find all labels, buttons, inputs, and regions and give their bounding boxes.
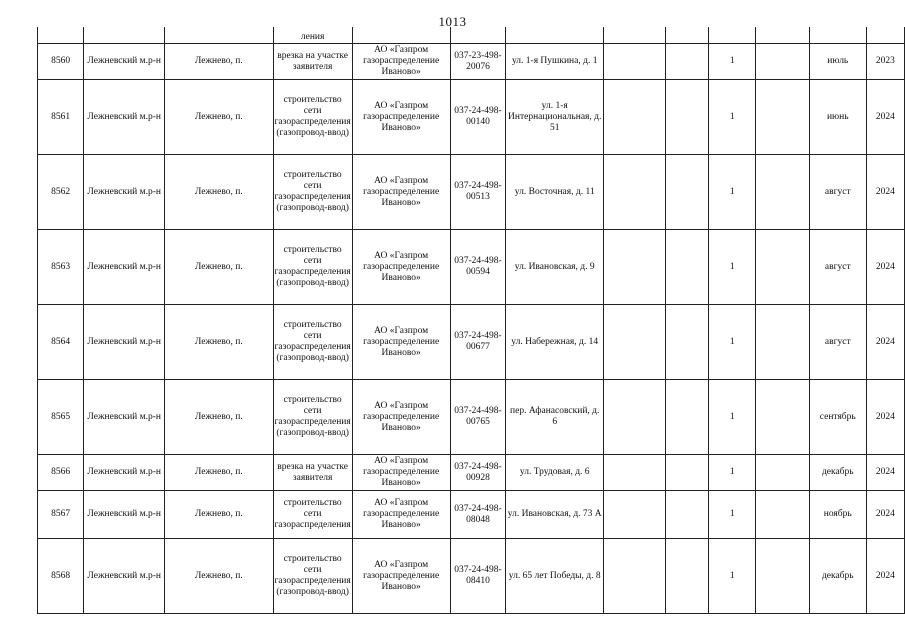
cell-empty bbox=[666, 44, 709, 80]
table-row bbox=[38, 455, 905, 491]
cell-num: 8562 bbox=[38, 155, 84, 230]
cell-empty bbox=[604, 80, 666, 155]
cell-settlement: Лежнево, п. bbox=[165, 44, 273, 80]
cell-settlement: Лежнево, п. bbox=[165, 539, 273, 614]
cell-empty bbox=[666, 230, 709, 305]
cell-month: ноябрь bbox=[809, 491, 866, 539]
cell-num: 8563 bbox=[38, 230, 84, 305]
cell-count: 1 bbox=[708, 539, 756, 614]
cell-address bbox=[506, 27, 604, 44]
cell-work-type: строительство сети газораспределения (газопровод-ввод) bbox=[273, 380, 352, 455]
cell-empty bbox=[666, 27, 709, 44]
cell-organization: АО «Газпром газораспределение Иваново» bbox=[352, 539, 450, 614]
table-row bbox=[38, 491, 905, 539]
cell-year: 2024 bbox=[866, 230, 904, 305]
cell-empty bbox=[604, 230, 666, 305]
cell-code: 037-24-498-08048 bbox=[450, 491, 506, 539]
cell-empty bbox=[666, 80, 709, 155]
cell-organization: АО «Газпром газораспределение Иваново» bbox=[352, 491, 450, 539]
cell-empty bbox=[604, 491, 666, 539]
cell-count: 1 bbox=[708, 380, 756, 455]
cell-count: 1 bbox=[708, 80, 756, 155]
cell-work-type: строительство сети газораспределения (газопровод-ввод) bbox=[273, 80, 352, 155]
cell-year: 2024 bbox=[866, 155, 904, 230]
cell-month: сентябрь bbox=[809, 380, 866, 455]
cell-district: Лежневский м.р-н bbox=[84, 44, 165, 80]
register-table bbox=[37, 27, 905, 614]
cell-empty bbox=[604, 380, 666, 455]
page-number: 1013 bbox=[438, 14, 467, 29]
cell-month: декабрь bbox=[809, 455, 866, 491]
cell-work-type: ления bbox=[273, 27, 352, 44]
cell-month: август bbox=[809, 305, 866, 380]
cell-count bbox=[708, 27, 756, 44]
cell-organization: АО «Газпром газораспределение Иваново» bbox=[352, 455, 450, 491]
cell-settlement: Лежнево, п. bbox=[165, 455, 273, 491]
cell-empty bbox=[756, 27, 809, 44]
cell-work-type: строительство сети газораспределения (газопровод-ввод) bbox=[273, 305, 352, 380]
cell-work-type: строительство сети газораспределения bbox=[273, 491, 352, 539]
cell-code: 037-24-498-00513 bbox=[450, 155, 506, 230]
cell-address: ул. Ивановская, д. 73 А bbox=[506, 491, 604, 539]
cell-year: 2024 bbox=[866, 380, 904, 455]
cell-count: 1 bbox=[708, 230, 756, 305]
table-row bbox=[38, 80, 905, 155]
cell-year: 2024 bbox=[866, 539, 904, 614]
cell-work-type: строительство сети газораспределения (газопровод-ввод) bbox=[273, 230, 352, 305]
cell-month: август bbox=[809, 230, 866, 305]
cell-code: 037-24-498-00928 bbox=[450, 455, 506, 491]
cell-year: 2024 bbox=[866, 305, 904, 380]
cell-month: июль bbox=[809, 44, 866, 80]
cell-empty bbox=[756, 80, 809, 155]
cell-empty bbox=[604, 155, 666, 230]
cell-settlement: Лежнево, п. bbox=[165, 305, 273, 380]
cell-organization: АО «Газпром газораспределение Иваново» bbox=[352, 155, 450, 230]
cell-empty bbox=[666, 539, 709, 614]
cell-district: Лежневский м.р-н bbox=[84, 539, 165, 614]
cell-num: 8561 bbox=[38, 80, 84, 155]
cell-month: июнь bbox=[809, 80, 866, 155]
cell-num bbox=[38, 27, 84, 44]
cell-code: 037-24-498-00140 bbox=[450, 80, 506, 155]
cell-district: Лежневский м.р-н bbox=[84, 80, 165, 155]
cell-code: 037-24-498-00677 bbox=[450, 305, 506, 380]
cell-address: ул. 1-я Пушкина, д. 1 bbox=[506, 44, 604, 80]
cell-code: 037-24-498-00594 bbox=[450, 230, 506, 305]
cell-district: Лежневский м.р-н bbox=[84, 155, 165, 230]
cell-empty bbox=[756, 44, 809, 80]
cell-code: 037-24-498-00765 bbox=[450, 380, 506, 455]
cell-year bbox=[866, 27, 904, 44]
cell-work-type: строительство сети газораспределения (газопровод-ввод) bbox=[273, 539, 352, 614]
table-row bbox=[38, 155, 905, 230]
cell-count: 1 bbox=[708, 455, 756, 491]
cell-num: 8564 bbox=[38, 305, 84, 380]
cell-organization: АО «Газпром газораспределение Иваново» bbox=[352, 80, 450, 155]
cell-month: декабрь bbox=[809, 539, 866, 614]
table-row bbox=[38, 380, 905, 455]
cell-month: август bbox=[809, 155, 866, 230]
cell-address: ул. Набережная, д. 14 bbox=[506, 305, 604, 380]
continuation-row bbox=[38, 27, 905, 44]
cell-empty bbox=[756, 539, 809, 614]
cell-organization: АО «Газпром газораспределение Иваново» bbox=[352, 305, 450, 380]
cell-organization: АО «Газпром газораспределение Иваново» bbox=[352, 44, 450, 80]
cell-empty bbox=[756, 455, 809, 491]
cell-organization bbox=[352, 27, 450, 44]
cell-num: 8565 bbox=[38, 380, 84, 455]
cell-year: 2024 bbox=[866, 491, 904, 539]
cell-settlement: Лежнево, п. bbox=[165, 80, 273, 155]
table-row bbox=[38, 539, 905, 614]
cell-empty bbox=[604, 27, 666, 44]
cell-empty bbox=[756, 230, 809, 305]
cell-month bbox=[809, 27, 866, 44]
cell-work-type: врезка на участке заявителя bbox=[273, 44, 352, 80]
cell-empty bbox=[756, 380, 809, 455]
cell-work-type: строительство сети газораспределения (газопровод-ввод) bbox=[273, 155, 352, 230]
cell-count: 1 bbox=[708, 44, 756, 80]
cell-address: пер. Афанасовский, д. 6 bbox=[506, 380, 604, 455]
cell-district: Лежневский м.р-н bbox=[84, 305, 165, 380]
cell-empty bbox=[604, 539, 666, 614]
cell-empty bbox=[666, 380, 709, 455]
cell-empty bbox=[604, 44, 666, 80]
table-body bbox=[38, 27, 905, 614]
cell-settlement: Лежнево, п. bbox=[165, 155, 273, 230]
cell-year: 2024 bbox=[866, 80, 904, 155]
cell-organization: АО «Газпром газораспределение Иваново» bbox=[352, 230, 450, 305]
cell-settlement bbox=[165, 27, 273, 44]
cell-empty bbox=[666, 155, 709, 230]
table-row bbox=[38, 230, 905, 305]
cell-district: Лежневский м.р-н bbox=[84, 491, 165, 539]
cell-num: 8560 bbox=[38, 44, 84, 80]
cell-empty bbox=[666, 305, 709, 380]
cell-code: 037-23-498-20076 bbox=[450, 44, 506, 80]
cell-settlement: Лежнево, п. bbox=[165, 491, 273, 539]
cell-district: Лежневский м.р-н bbox=[84, 230, 165, 305]
cell-address: ул. 1-я Интернациональная, д. 51 bbox=[506, 80, 604, 155]
cell-empty bbox=[756, 305, 809, 380]
cell-empty bbox=[756, 491, 809, 539]
cell-address: ул. Восточная, д. 11 bbox=[506, 155, 604, 230]
cell-settlement: Лежнево, п. bbox=[165, 230, 273, 305]
cell-work-type: врезка на участке заявителя bbox=[273, 455, 352, 491]
cell-num: 8566 bbox=[38, 455, 84, 491]
table-row bbox=[38, 44, 905, 80]
cell-year: 2024 bbox=[866, 455, 904, 491]
cell-code bbox=[450, 27, 506, 44]
cell-empty bbox=[666, 455, 709, 491]
cell-empty bbox=[666, 491, 709, 539]
cell-empty bbox=[604, 455, 666, 491]
cell-organization: АО «Газпром газораспределение Иваново» bbox=[352, 380, 450, 455]
cell-count: 1 bbox=[708, 491, 756, 539]
cell-year: 2023 bbox=[866, 44, 904, 80]
cell-count: 1 bbox=[708, 155, 756, 230]
cell-num: 8567 bbox=[38, 491, 84, 539]
cell-district bbox=[84, 27, 165, 44]
cell-code: 037-24-498-08410 bbox=[450, 539, 506, 614]
cell-district: Лежневский м.р-н bbox=[84, 455, 165, 491]
cell-empty bbox=[604, 305, 666, 380]
cell-address: ул. Ивановская, д. 9 bbox=[506, 230, 604, 305]
cell-district: Лежневский м.р-н bbox=[84, 380, 165, 455]
cell-num: 8568 bbox=[38, 539, 84, 614]
cell-count: 1 bbox=[708, 305, 756, 380]
table-row bbox=[38, 305, 905, 380]
cell-address: ул. Трудовая, д. 6 bbox=[506, 455, 604, 491]
cell-address: ул. 65 лет Победы, д. 8 bbox=[506, 539, 604, 614]
cell-settlement: Лежнево, п. bbox=[165, 380, 273, 455]
cell-empty bbox=[756, 155, 809, 230]
